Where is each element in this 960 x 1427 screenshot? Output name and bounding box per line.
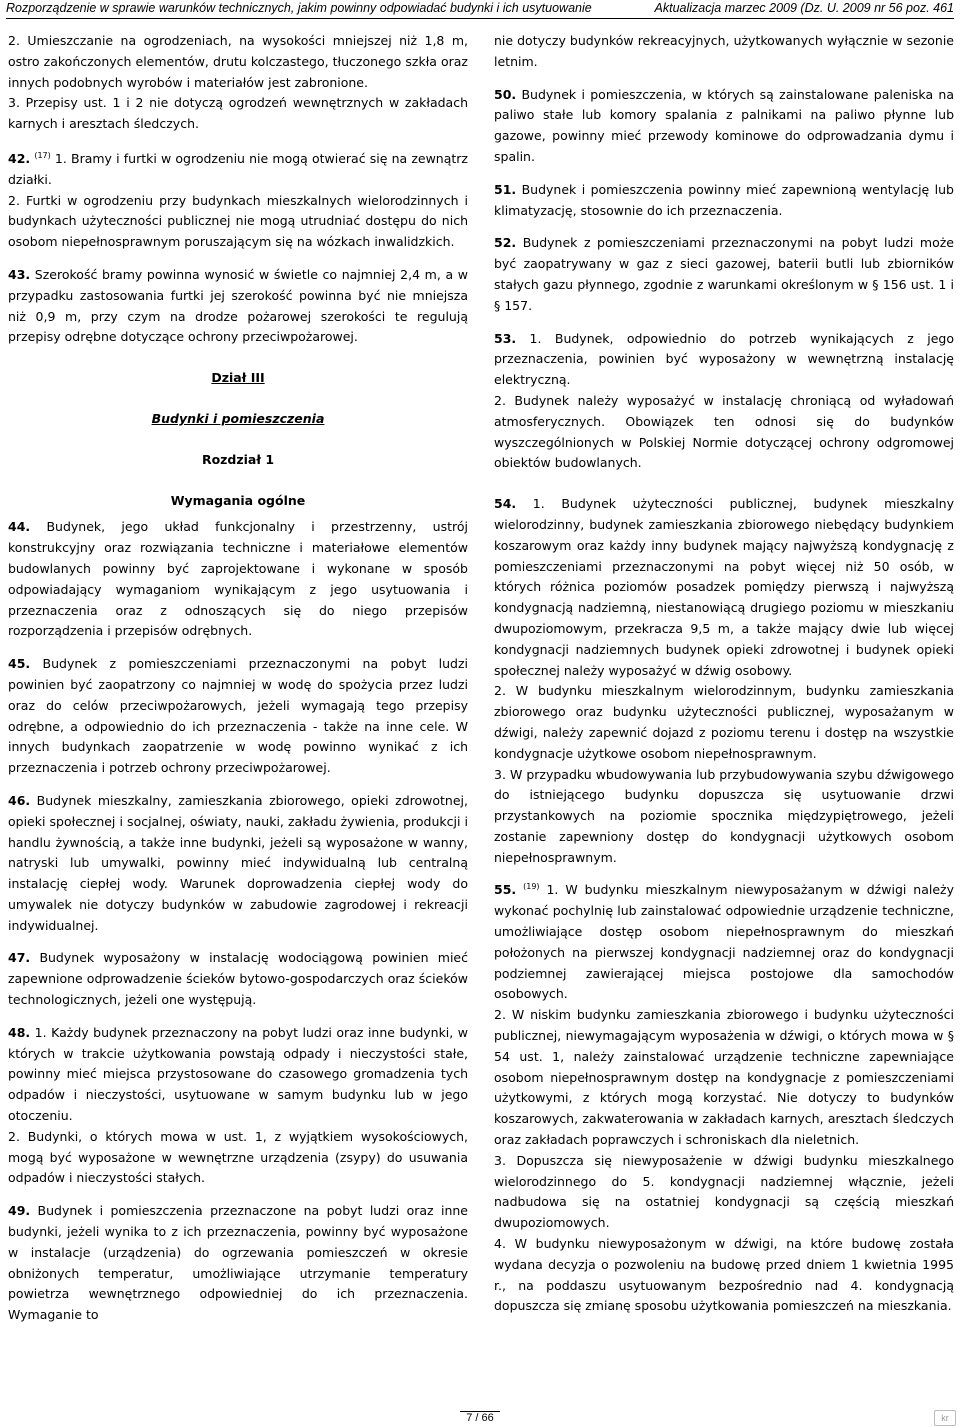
- section-45: [8, 654, 468, 779]
- section-47: [8, 948, 468, 1010]
- section-48: [8, 1023, 468, 1127]
- paragraph: 4. W budynku niewyposażonym w dźwigi, na które budowę została wydana decyzja o pozwoleniu na budowę przed dniem 1 kwietnia 1995 r., na poddaszu usytuowanym bezpośrednio nad 4. kondygnacją dopuszcza się zmianę sposobu użytkowania pomieszczeń na mieszkania.: [494, 1236, 954, 1314]
- division-number: Dział III: [211, 370, 265, 386]
- paragraph: 2. W budynku mieszkalnym wielorodzinnym, budynku zamieszkania zbiorowego oraz budynku użyteczności publicznej, wyposażanym w dźwigi, należy zapewnić dojazd z poziomu terenu i dostęp na wszystkie kondygnacje użytkowe osobom niepełnosprawnym.: [494, 683, 954, 761]
- running-header: [6, 0, 954, 19]
- section-54: [494, 494, 954, 681]
- section-43: [8, 265, 468, 348]
- section-number: 50.: [494, 86, 517, 102]
- section-text: 1. Każdy budynek przeznaczony na pobyt ludzi oraz inne budynki, w których w trakcie użytkowania powstają odpady i nieczystości stałe, powinny mieć miejsca przystosowane do czasowego gromadzenia tych odpadów i nieczystości, usytuowane w samym budynku lub w jego otoczeniu.: [8, 1024, 468, 1124]
- section-number: 45.: [8, 656, 31, 672]
- section-50: [494, 85, 954, 168]
- header-update: Aktualizacja marzec 2009 (Dz. U. 2009 nr 56 poz. 461: [654, 1, 954, 15]
- section-text: Budynek i pomieszczenia powinny mieć zapewnioną wentylację lub klimatyzację, stosownie do ich przeznaczenia.: [494, 181, 954, 218]
- right-column: [494, 31, 954, 1317]
- section-text: Szerokość bramy powinna wynosić w świetle co najmniej 2,4 m, a w przypadku zastosowania furtki jej szerokość powinna być nie mniejsza niż 0,9 m, przy czym na drodze pożarowej szerokości te regulują przepisy odrębne dotyczące ochrony przeciwpożarowej.: [8, 266, 468, 345]
- section-number: 44.: [8, 519, 31, 535]
- paragraph: 3. Przepisy ust. 1 i 2 nie dotyczą ogrodzeń wewnętrznych w zakładach karnych i aresztach śledczych.: [8, 95, 468, 132]
- section-text: 1. W budynku mieszkalnym niewyposażanym w dźwigi należy wykonać pochylnię lub zainstalować odpowiednie urządzenie techniczne, umożliwiające dostęp osobom niepełnosprawnym do mieszkań położonych na pierwszej kondygnacji nadziemnej oraz do kondygnacji podziemnej zawierającej miejsca postojowe dla samochodów osobowych.: [494, 882, 954, 1002]
- paragraph: 3. W przypadku wbudowywania lub przybudowywania szybu dźwigowego do istniejącego budynku dopuszcza się usytuowanie drzwi przystankowych na poziomie spocznika międzypiętrowego, jeżeli zostanie zapewniony dostęp do kondygnacji użytkowych osobom niepełnosprawnym.: [494, 766, 954, 865]
- footnote-ref: (17): [34, 150, 51, 160]
- section-42: [8, 149, 468, 191]
- section-text: Budynek wyposażony w instalację wodociągową powinien mieć zapewnione odprowadzenie ścieków bytowo-gospodarczych oraz ścieków technologicznych, jeżeli one występują.: [8, 950, 468, 1008]
- section-52: [494, 233, 954, 316]
- section-number: 48.: [8, 1024, 31, 1040]
- section-number: 55.: [494, 882, 517, 898]
- paragraph: nie dotyczy budynków rekreacyjnych, użytkowanych wyłącznie w sezonie letnim.: [494, 33, 954, 69]
- section-text: Budynek, jego układ funkcjonalny i przestrzenny, ustrój konstrukcyjny oraz rozwiązania techniczne i materiałowe elementów budowlanych powinny być zaprojektowane i wykonane w sposób odpowiadający wymaganiom wynikającym z jego usytuowania i przeznaczenia oraz z odnoszących się do niego przepisów rozporządzenia i przepisów odrębnych.: [8, 519, 468, 639]
- section-text: 1. Bramy i furtki w ogrodzeniu nie mogą otwierać się na zewnątrz działki.: [8, 150, 468, 187]
- section-55: [494, 880, 954, 1005]
- paragraph: 2. Budynek należy wyposażyć w instalację chroniącą od wyładowań atmosferycznych. Obowiązek ten odnosi się do budynków wyszczególnionych w Polskiej Normie dotyczącej ochrony odgromowej obiektów budowlanych.: [494, 392, 954, 471]
- section-49: [8, 1201, 468, 1326]
- chapter-title: Wymagania ogólne: [170, 492, 306, 508]
- section-text: Budynek z pomieszczeniami przeznaczonymi na pobyt ludzi może być zaopatrywany w gaz z sieci gazowej, baterii butli lub zbiorników stałych gazu płynnego, zgodnie z warunkami określonym w § 156 ust. 1 i § 157.: [494, 235, 954, 313]
- paragraph: 2. Umieszczanie na ogrodzeniach, na wysokości mniejszej niż 1,8 m, ostro zakończonych elementów, drutu kolczastego, tłuczonego szkła oraz innych podobnych wyrobów i materiałów jest zabronione.: [8, 33, 468, 90]
- section-text: 1. Budynek użyteczności publicznej, budynek mieszkalny wielorodzinny, budynek zamieszkania zbiorowego niebędący budynkiem koszarowym oraz każdy inny budynek mający najwyższą kondygnację z pomieszczeniami przeznaczonymi na pobyt więcej niż 50 osób, w których różnica poziomów posadzek pomiędzy pierwszą i najwyższą kondygnacją nadziemną, niestanowiącą drugiego poziomu w mieszkaniu dwupoziomowym, przekracza 9,5 m, a także mający dwie lub więcej kondygnacji nadziemnych budynek opieki zdrowotnej i budynek opieki społecznej należy wyposażyć w dźwig osobowy.: [494, 496, 954, 678]
- paragraph: 2. Budynki, o których mowa w ust. 1, z wyjątkiem wysokościowych, mogą być wyposażone w wewnętrzne urządzenia (zsypy) do usuwania odpadów i nieczystości stałych.: [8, 1128, 468, 1186]
- section-number: 43.: [8, 266, 31, 282]
- section-text: Budynek z pomieszczeniami przeznaczonymi na pobyt ludzi powinien być zaopatrzony co najmniej w wodę do spożycia przez ludzi oraz do celów przeciwpożarowych, jeżeli wymagają tego przepisy odrębne, a odpowiednio do ich przeznaczenia - także na inne cele. W innych budynkach zaopatrzenie w wodę powinno wynikać z ich przeznaczenia i potrzeb ochrony przeciwpożarowej.: [8, 656, 468, 776]
- left-column: [8, 31, 468, 1326]
- division-heading: [8, 368, 468, 511]
- publisher-logo: kr: [934, 1410, 956, 1426]
- section-number: 52.: [494, 235, 517, 251]
- division-title: Budynki i pomieszczenia: [151, 410, 325, 426]
- chapter-number: Rozdział 1: [201, 451, 275, 467]
- paragraph: 2. Furtki w ogrodzeniu przy budynkach mieszkalnych wielorodzinnych i budynkach użyteczności publicznej nie mogą utrudniać dostępu do nich osobom niepełnosprawnym poruszającym się na wózkach inwalidzkich.: [8, 192, 468, 250]
- page-number-text: 7 / 66: [460, 1411, 500, 1424]
- section-51: [494, 180, 954, 222]
- section-46: [8, 791, 468, 937]
- section-number: 49.: [8, 1203, 31, 1219]
- section-text: 1. Budynek, odpowiednio do potrzeb wynikających z jego przeznaczenia, powinien być wyposażony w wewnętrzną instalację elektryczną.: [494, 330, 954, 388]
- section-53: [494, 329, 954, 391]
- header-title: Rozporządzenie w sprawie warunków technicznych, jakim powinny odpowiadać budynki i ich usytuowanie: [6, 1, 592, 15]
- section-number: 51.: [494, 181, 517, 197]
- section-number: 46.: [8, 792, 31, 808]
- section-text: Budynek mieszkalny, zamieszkania zbiorowego, opieki zdrowotnej, opieki społecznej i socjalnej, oświaty, nauki, zakładu żywienia, produkcji i handlu żywnością, a także inne budynki, jeżeli są wyposażone w wanny, natryski lub umywalki, powinny mieć indywidualną lub centralną instalację ciepłej wody. Warunek doprowadzenia ciepłej wody do umywalek nie dotyczy budynków w zabudowie zagrodowej i rekreacji indywidualnej.: [8, 792, 468, 933]
- section-44: [8, 517, 468, 642]
- section-number: 54.: [494, 496, 517, 512]
- paragraph: 2. W niskim budynku zamieszkania zbiorowego i budynku użyteczności publicznej, niewymagającym wyposażenia w dźwigi, o których mowa w § 54 ust. 1, należy zainstalować urządzenie techniczne zapewniające osobom niepełnosprawnym dostęp na kondygnacje z pomieszczeniami użytkowymi, z których mogą korzystać. Nie dotyczy to budynków koszarowych, zakwaterowania w zakładach karnych, aresztach śledczych oraz zakładach poprawczych i schroniskach dla nieletnich.: [494, 1007, 954, 1148]
- page-number: [0, 1412, 960, 1424]
- section-text: Budynek i pomieszczenia, w których są zainstalowane paleniska na paliwo stałe lub komory spalania z palnikami na paliwo płynne lub gazowe, powinny mieć przewody kominowe do odprowadzania dymu i spalin.: [494, 86, 954, 164]
- section-number: 47.: [8, 950, 31, 966]
- section-number: 53.: [494, 330, 517, 346]
- footnote-ref: (19): [523, 882, 540, 892]
- section-text: Budynek i pomieszczenia przeznaczone na pobyt ludzi oraz inne budynki, jeżeli wynika to z ich przeznaczenia, powinny być wyposażone w instalacje (urządzenia) do ogrzewania pomieszczeń w okresie obniżonych temperatur, umożliwiające utrzymanie temperatury powietrza wewnętrznego odpowiedniej do ich przeznaczenia. Wymaganie to: [8, 1203, 468, 1323]
- paragraph: 3. Dopuszcza się niewyposażenie w dźwigi budynku mieszkalnego wielorodzinnego do 5. kondygnacji nadziemnej włącznie, jeżeli nadbudowa się na ostatniej kondygnacji są częścią mieszkań dwupoziomowych.: [494, 1152, 954, 1231]
- section-number: 42.: [8, 150, 31, 166]
